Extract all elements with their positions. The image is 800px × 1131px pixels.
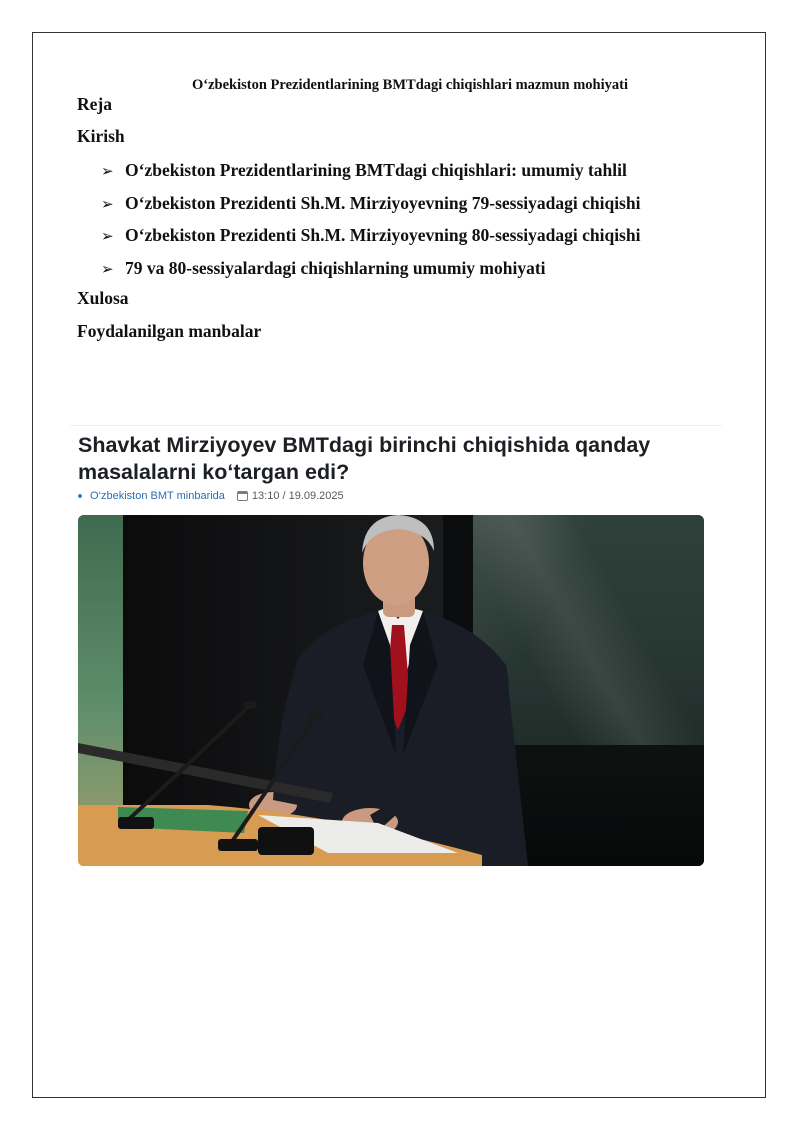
list-item-text: O‘zbekiston Prezidentlarining BMTdagi chiqishlari: umumiy tahlil <box>125 160 627 180</box>
list-item-text: O‘zbekiston Prezidenti Sh.M. Mirziyoyevning 79-sessiyadagi chiqishi <box>125 192 641 213</box>
list-item <box>101 255 640 288</box>
news-source: O‘zbekiston BMT minbarida <box>90 490 225 502</box>
arrow-bullet-icon: ➢ <box>101 259 114 278</box>
list-item <box>101 222 640 255</box>
news-datetime: 13:10 / 19.09.2025 <box>251 490 344 502</box>
document-title: O‘zbekiston Prezidentlarining BMTdagi chiqishlari mazmun mohiyati <box>192 77 628 93</box>
intro-heading: Kirish <box>77 126 125 146</box>
news-headline: Shavkat Mirziyoyev BMTdagi birinchi chiqishida qanday masalalarni ko‘targan edi? <box>78 433 651 484</box>
dot-icon <box>78 494 82 498</box>
sources-heading: Foydalanilgan manbalar <box>77 321 262 341</box>
news-screenshot <box>70 425 722 871</box>
list-item-text: 79 va 80-sessiyalardagi chiqishlarning umumiy mohiyati <box>125 257 546 278</box>
list-item <box>101 190 640 223</box>
plan-heading: Reja <box>77 94 112 114</box>
news-meta <box>78 490 344 502</box>
list-item-text: O‘zbekiston Prezidenti Sh.M. Mirziyoyevning 80-sessiyadagi chiqishi <box>125 225 641 245</box>
arrow-bullet-icon: ➢ <box>101 162 114 180</box>
list-item <box>101 157 640 190</box>
speaker-illustration <box>78 515 704 866</box>
arrow-bullet-icon: ➢ <box>101 227 114 245</box>
calendar-icon <box>237 491 248 501</box>
speaker-photo <box>78 515 704 866</box>
conclusion-heading: Xulosa <box>77 288 129 308</box>
arrow-bullet-icon: ➢ <box>101 194 114 213</box>
plan-list <box>101 157 640 287</box>
